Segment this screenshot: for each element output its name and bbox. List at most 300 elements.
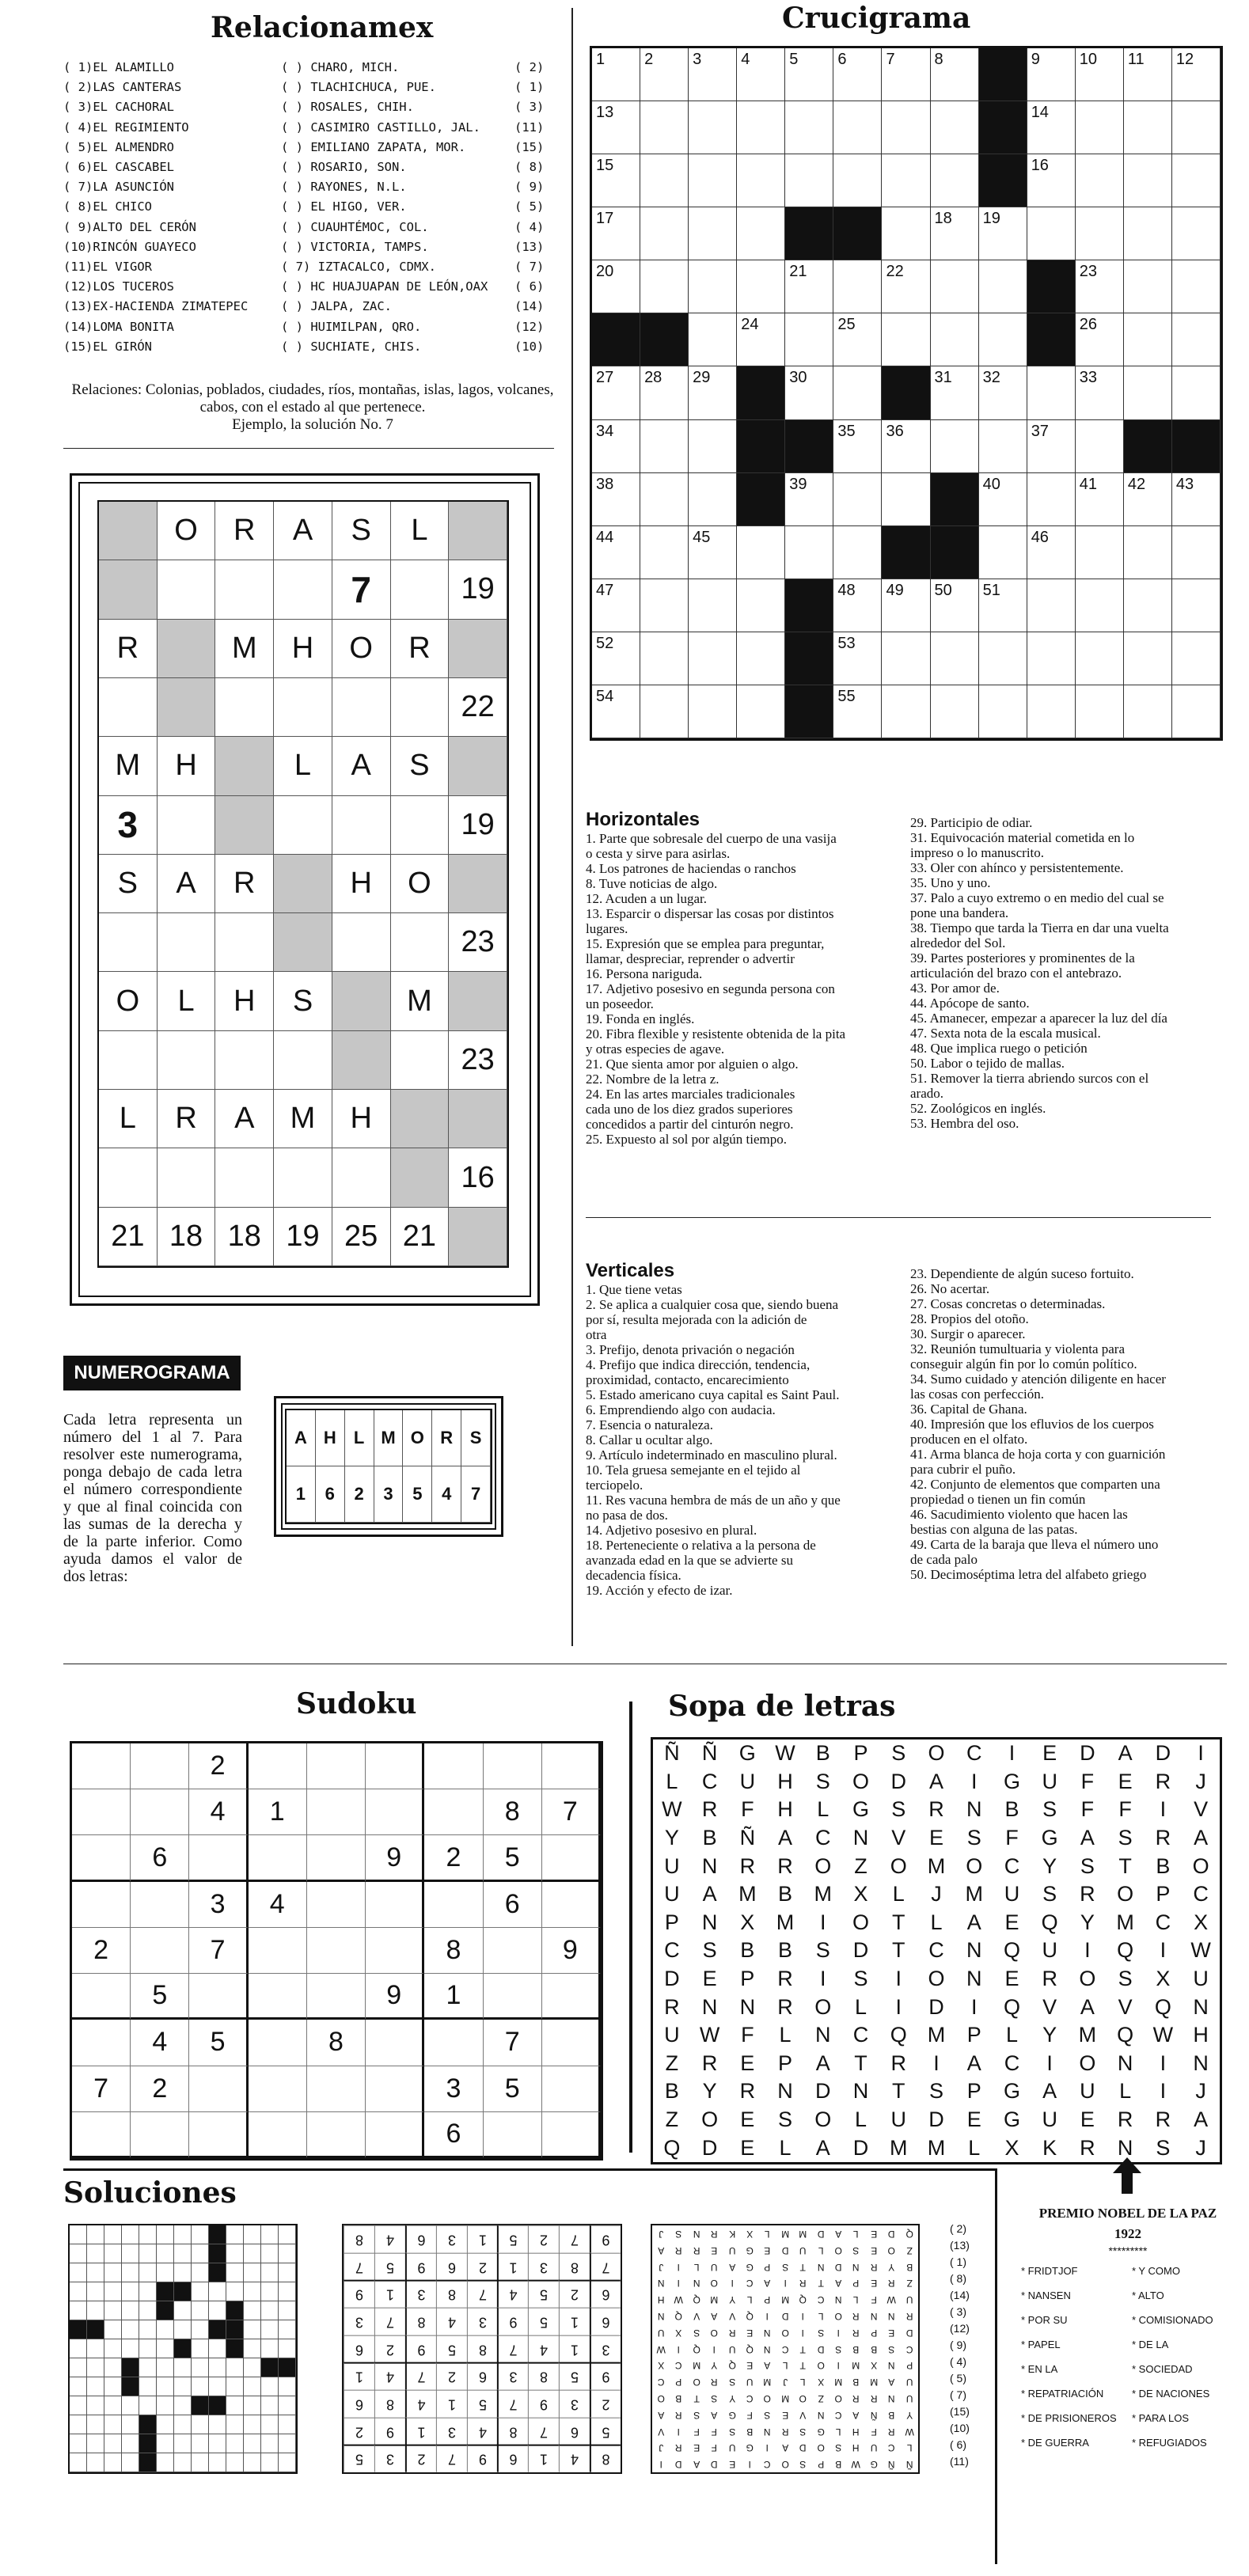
sudoku-cell <box>424 1743 483 1789</box>
numerograma-cell <box>449 855 507 913</box>
word-search-letter: N <box>1193 1994 1209 2019</box>
solution-crossword-cell <box>209 2358 226 2377</box>
solution-word-search-letter: R <box>675 2244 682 2256</box>
sudoku-cell <box>249 2112 307 2158</box>
solution-word-search-letter: E <box>693 2441 700 2453</box>
sudoku-cell <box>542 2066 601 2112</box>
sudoku-cell <box>307 1743 366 1789</box>
solution-crossword-cell <box>157 2396 174 2415</box>
solution-word-search-letter: A <box>888 2376 895 2388</box>
sudoku-cell <box>484 1928 542 1974</box>
sudoku-cell: 8 <box>424 1928 483 1974</box>
crossword-block <box>1027 313 1076 366</box>
solution-sudoku-cell: 1 <box>497 2253 528 2281</box>
solution-crossword-cell <box>279 2301 296 2320</box>
solution-crossword-cell <box>261 2377 279 2396</box>
crossword-cell <box>882 632 930 685</box>
relacionamex-state: ( ) CUAUHTÉMOC, COL. <box>281 219 429 234</box>
numerograma-cell: H <box>158 737 216 795</box>
solution-crossword-cell <box>139 2377 157 2396</box>
solution-word-search-letter: A <box>728 2261 735 2272</box>
word-search-letter: M <box>1116 1910 1134 1934</box>
word-search-letter: R <box>1080 1882 1095 1906</box>
word-search-letter: H <box>1193 2023 1209 2047</box>
word-search-letter: H <box>777 1797 793 1822</box>
word-search-letter: E <box>1042 1741 1057 1766</box>
crossword-cell: 46 <box>1027 526 1076 579</box>
crossword-cell <box>931 685 979 738</box>
solution-word-search-letter: U <box>799 2244 807 2256</box>
solution-sudoku-cell: 6 <box>497 2445 528 2472</box>
solution-crossword-cell <box>70 2453 87 2472</box>
solution-word-search-letter: A <box>835 2277 842 2289</box>
solution-crossword-cell <box>209 2339 226 2358</box>
solution-sudoku-cell: 8 <box>467 2335 498 2363</box>
solution-word-search-letter: E <box>728 2458 735 2470</box>
numerograma-cell <box>391 1090 450 1148</box>
solution-word-search-letter: S <box>675 2228 682 2240</box>
solution-word-search-letter: H <box>852 2441 860 2453</box>
numerograma-cell: M <box>274 1090 332 1148</box>
solution-word-search-letter: I <box>677 2277 681 2289</box>
word-search-letter: I <box>1046 2051 1053 2075</box>
word-search-letter: T <box>854 2051 867 2075</box>
solution-sudoku-cell: 9 <box>590 2225 621 2253</box>
solution-crossword-block <box>87 2320 104 2339</box>
numerograma-cell <box>391 796 450 855</box>
solution-crossword-cell <box>174 2377 192 2396</box>
crossword-cell: 6 <box>833 48 882 101</box>
crossword-cell <box>689 207 737 260</box>
crossword-block <box>882 526 930 579</box>
word-search-letter: I <box>970 1769 978 1793</box>
relacionamex-place: (10)RINCÓN GUAYECO <box>63 239 196 254</box>
word-search-letter: D <box>852 1938 869 1963</box>
solution-crossword-cell <box>261 2263 279 2282</box>
solution-crossword-cell <box>279 2320 296 2339</box>
numerograma-instructions: Cada letra representa un número del 1 al 7. Para resolver este numerograma, ponga debajo de cada letra el número correspondiente y que al final coincida con las sumas de la derecha y de la parte inferior. Como ayuda damos el valor de dos letras: <box>63 1411 242 1585</box>
solution-crossword-cell <box>104 2282 122 2301</box>
solution-word-search-letter: A <box>781 2441 788 2453</box>
numerograma-cell <box>99 560 158 619</box>
word-search-letter: A <box>1042 2079 1057 2104</box>
crossword-cell <box>689 473 737 526</box>
key-letter: H <box>316 1410 345 1466</box>
crossword-cell: 5 <box>785 48 833 101</box>
solution-word-search-letter: Y <box>905 2409 913 2421</box>
word-search-letter: G <box>738 1741 756 1766</box>
numerograma-cell <box>274 678 332 737</box>
word-search-letter: W <box>1190 1938 1211 1963</box>
word-search-letter: O <box>966 1853 983 1878</box>
crossword-cell <box>689 260 737 313</box>
crossword-block <box>979 154 1027 207</box>
crossword-cell <box>1124 154 1172 207</box>
solution-word-search-letter: M <box>710 2293 719 2305</box>
numerograma-cell: M <box>391 972 450 1030</box>
relacionamex-row <box>63 199 546 219</box>
relacionamex-number: ( 3) <box>514 100 545 115</box>
solution-word-search-letter: C <box>781 2343 789 2354</box>
relacionamex-number: (15) <box>514 139 545 154</box>
crossword-cell <box>689 685 737 738</box>
word-search-letter: C <box>966 1741 982 1766</box>
word-search-letter: M <box>927 2023 946 2047</box>
word-search-letter: L <box>930 1910 943 1934</box>
solution-crossword-cell <box>157 2415 174 2434</box>
numerograma-cell: 18 <box>158 1208 216 1266</box>
word-search-letter: Y <box>1080 1910 1095 1934</box>
crossword-cell <box>737 685 785 738</box>
crossword-cell: 15 <box>592 154 640 207</box>
solution-word-search-letter: R <box>781 2426 789 2437</box>
relacionamex-place: (11)EL VIGOR <box>63 260 152 274</box>
crossword-cell <box>785 526 833 579</box>
solution-word-search-letter: Q <box>746 2310 754 2322</box>
solution-word-search-letter: A <box>764 2359 771 2371</box>
divider <box>586 1217 1211 1218</box>
sudoku-cell <box>307 1882 366 1928</box>
numerograma-cell: 25 <box>332 1208 391 1266</box>
word-search-letter: U <box>1042 1769 1057 1793</box>
crossword-cell <box>689 101 737 154</box>
solution-word-search-letter: U <box>657 2327 665 2339</box>
solution-crossword-cell <box>122 2225 139 2244</box>
sudoku-cell <box>72 1835 131 1881</box>
numerograma-cell <box>391 913 450 972</box>
verticales-clues-b: 23. Dependiente de algún suceso fortuito. 26. No acertar. 27. Cosas concretas o determinadas. 28. Propios del otoño. 30. Surgir o aparecer. 32. Reunión tumultuaria y violenta para conseguir algún fin por lo común político. 34. Sumo cuidado y atención diligente en hacer las cosas con perfección. 36. Capital de Ghana. 40. Impresión que los efluvios de los cuerpos producen en el olfato. 41. Arma blanca de hoja corta y con guarnición para cubrir el puño. 42. Conjunto de elementos que comparten una propiedad o tienen un fin común 46. Sacudimiento violento que hacen las bestias con alguna de las patas. 49. Carta de la baraja que lleva el número uno de cada palo 50. Decimoséptima letra del alfabeto griego <box>910 1266 1166 1582</box>
solution-word-search-letter: P <box>852 2277 860 2289</box>
word-search-letter: A <box>1080 1826 1095 1850</box>
solution-word-search-letter: N <box>888 2310 895 2322</box>
crossword-cell <box>1172 526 1221 579</box>
solution-crossword-cell <box>279 2415 296 2434</box>
solution-crossword-cell <box>226 2358 244 2377</box>
solution-crossword-cell <box>209 2301 226 2320</box>
crucigrama-title: Crucigrama <box>782 2 971 35</box>
numerograma-cell: M <box>99 737 158 795</box>
key-letter: S <box>461 1410 491 1466</box>
solution-sudoku-cell: 9 <box>344 2280 374 2308</box>
solution-word-search-letter: S <box>781 2261 788 2272</box>
numerograma-cell <box>215 737 274 795</box>
word-search-letter: R <box>1155 2107 1171 2132</box>
solution-word-search-letter: M <box>781 2228 789 2240</box>
solution-word-search-letter: E <box>870 2277 877 2289</box>
solution-word-search-letter: A <box>835 2228 842 2240</box>
crossword-cell: 47 <box>592 579 640 632</box>
solution-word-search-letter: Y <box>728 2392 735 2404</box>
numerograma-cell: S <box>332 502 391 560</box>
sudoku-cell <box>131 2112 189 2158</box>
word-search-letter: E <box>740 2135 755 2160</box>
solution-word-search-letter: L <box>853 2293 859 2305</box>
solution-word-search-letter: W <box>851 2458 861 2470</box>
sudoku-cell <box>307 1928 366 1974</box>
word-search-letter: H <box>777 1769 793 1793</box>
word-search-letter: L <box>1119 2079 1132 2104</box>
crossword-cell: 43 <box>1172 473 1221 526</box>
crossword-block <box>833 207 882 260</box>
word-search-letter: Q <box>1041 1910 1058 1934</box>
solution-word-search-letter: N <box>764 2343 771 2354</box>
numerograma-cell: 23 <box>449 1031 507 1090</box>
relacionamex-note <box>63 381 562 434</box>
solution-word-search-letter: D <box>834 2261 842 2272</box>
sudoku-cell: 6 <box>484 1882 542 1928</box>
word-search-letter: Q <box>1117 1938 1134 1963</box>
solution-crossword-block <box>209 2396 226 2415</box>
solution-crossword-cell <box>244 2377 261 2396</box>
word-search-letter: P <box>778 2051 793 2075</box>
word-search-letter: R <box>1080 2135 1095 2160</box>
sudoku-cell: 2 <box>189 1743 248 1789</box>
word-search-letter: T <box>892 2079 905 2104</box>
solution-word-search-letter: E <box>870 2228 877 2240</box>
solution-word-search-letter: L <box>906 2441 913 2453</box>
sudoku-cell <box>249 1974 307 2020</box>
solution-word-search-letter: F <box>871 2293 877 2305</box>
solution-word-search-letter: S <box>764 2409 771 2421</box>
relacionamex-number: ( 1) <box>514 80 545 95</box>
solution-word-search-letter: A <box>693 2458 700 2470</box>
sudoku-cell: 3 <box>189 1882 248 1928</box>
solution-word-search-letter: A <box>711 2409 718 2421</box>
crossword-cell <box>737 207 785 260</box>
relacionamex-row <box>63 340 546 359</box>
solution-crossword-block <box>174 2282 192 2301</box>
solution-crossword-block <box>226 2301 244 2320</box>
solution-crossword-cell <box>139 2282 157 2301</box>
solution-word-search-letter: O <box>710 2327 719 2339</box>
solution-crossword-cell <box>226 2282 244 2301</box>
solution-word-search-letter: C <box>657 2376 665 2388</box>
word-search-letter: E <box>1004 1910 1019 1934</box>
solution-word-search-letter: W <box>656 2343 666 2354</box>
crossword-cell: 24 <box>737 313 785 366</box>
crossword-cell <box>1124 579 1172 632</box>
crossword-cell <box>979 685 1027 738</box>
crossword-cell: 36 <box>882 420 930 473</box>
solution-crossword-cell <box>174 2415 192 2434</box>
solution-crossword-cell <box>157 2320 174 2339</box>
numerograma-cell <box>99 1148 158 1207</box>
solution-word-search-letter: N <box>657 2310 665 2322</box>
solution-word-search-letter: G <box>746 2441 754 2453</box>
crossword-cell <box>882 473 930 526</box>
solution-sudoku-cell: 9 <box>374 2418 405 2445</box>
solution-crossword-cell <box>244 2453 261 2472</box>
solution-crossword-block <box>209 2244 226 2263</box>
word-search-letter: Y <box>702 2079 717 2104</box>
word-search-letter: R <box>890 2051 906 2075</box>
solution-crossword-cell <box>244 2244 261 2263</box>
solution-crossword-cell <box>139 2244 157 2263</box>
solution-crossword-cell <box>87 2415 104 2434</box>
word-search-letter: X <box>1194 1910 1209 1934</box>
solution-crossword-cell <box>70 2282 87 2301</box>
crossword-cell: 38 <box>592 473 640 526</box>
word-search-letter: B <box>778 1938 793 1963</box>
solution-word-search-letter: R <box>852 2310 860 2322</box>
premio-words <box>1021 2265 1235 2479</box>
solution-sudoku-cell: 5 <box>590 2418 621 2445</box>
crossword-cell <box>1172 579 1221 632</box>
solution-sudoku-cell: 4 <box>374 2362 405 2390</box>
solution-crossword-cell <box>70 2225 87 2244</box>
word-search-letter: S <box>891 1797 906 1822</box>
solution-crossword-cell <box>157 2339 174 2358</box>
numerograma-cell <box>332 1148 391 1207</box>
solution-word-search-letter: I <box>748 2458 751 2470</box>
relacionamex-place: ( 1)EL ALAMILLO <box>63 60 174 74</box>
solution-word-search-letter: O <box>817 2359 825 2371</box>
relacionamex-state: ( ) EMILIANO ZAPATA, MOR. <box>281 139 466 154</box>
solution-word-search-letter: R <box>799 2277 807 2289</box>
crossword-cell <box>1076 207 1124 260</box>
relacionamex-row <box>63 80 546 100</box>
solution-sudoku-cell: 9 <box>405 2335 436 2363</box>
word-search-letter: J <box>1195 1769 1206 1793</box>
word-search-letter: X <box>740 1910 755 1934</box>
solution-word-search-letter: I <box>801 2310 805 2322</box>
crossword-cell <box>979 526 1027 579</box>
numerograma-cell <box>449 972 507 1030</box>
solution-sudoku-cell: 4 <box>467 2418 498 2445</box>
word-search-letter: W <box>1152 2023 1174 2047</box>
premio-word: * FRIDTJOF <box>1021 2265 1078 2277</box>
word-search-letter: F <box>1080 1797 1095 1822</box>
solution-crossword-cell <box>87 2225 104 2244</box>
solution-word-search-letter: Z <box>906 2244 913 2256</box>
numerograma-cell <box>274 1031 332 1090</box>
verticales-clues-a: 1. Que tiene vetas 2. Se aplica a cualquier cosa que, siendo buena por sí, resulta mejorada con la adición de otra 3. Prefijo, denota privación o negación 4. Prefijo que indica dirección, tendencia, proximidad, contacto, encarecimiento 5. Estado americano cuya capital es Saint Paul. 6. Emprendiendo algo con audacia. 7. Esencia o naturaleza. 8. Callar u ocultar algo. 9. Artículo indeterminado en masculino plural. 10. Tela gruesa semejante en el tejido al terciopelo. 11. Res vacuna hembra de más de un año y que no pasa de dos. 14. Adjetivo posesivo en plural. 18. Perteneciente o relativa a la persona de avanzada edad en la que se advierte su decadencia física. 19. Acción y efecto de izar. <box>586 1282 841 1598</box>
sudoku-cell: 5 <box>484 1835 542 1881</box>
solution-word-search-letter: O <box>834 2392 842 2404</box>
word-search-grid <box>651 1737 1222 2164</box>
word-search-letter: O <box>1117 1882 1134 1906</box>
solution-word-search-letter: M <box>870 2376 878 2388</box>
solution-crossword-block <box>139 2453 157 2472</box>
solution-word-search-letter: F <box>746 2409 753 2421</box>
sudoku-cell <box>72 2112 131 2158</box>
solution-sudoku-cell: 7 <box>344 2253 374 2281</box>
word-search-letter: A <box>1194 1826 1209 1850</box>
solution-word-search-letter: I <box>712 2343 716 2354</box>
solution-word-search-letter: U <box>905 2392 913 2404</box>
word-search-letter: A <box>815 2135 830 2160</box>
crossword-cell <box>1124 685 1172 738</box>
word-search-letter: S <box>1118 1967 1133 1991</box>
relacionamex-place: ( 9)ALTO DEL CERÓN <box>63 219 196 234</box>
solution-word-search-letter: D <box>799 2441 807 2453</box>
word-search-letter: I <box>820 1910 826 1934</box>
word-search-letter: G <box>852 1797 870 1822</box>
relacionamex-place: ( 4)EL REGIMIENTO <box>63 120 189 135</box>
numerograma-cell <box>158 1031 216 1090</box>
crossword-cell: 14 <box>1027 101 1076 154</box>
numerograma-label <box>63 1356 241 1390</box>
solution-sudoku <box>342 2224 622 2474</box>
crossword-cell <box>833 260 882 313</box>
solution-word-search-letter: S <box>799 2458 807 2470</box>
crossword-cell <box>737 526 785 579</box>
numerograma-cell: 19 <box>449 796 507 855</box>
sudoku-cell <box>484 1743 542 1789</box>
numerograma-cell: A <box>332 737 391 795</box>
solution-word-search-letter: N <box>764 2327 771 2339</box>
solution-word-search-letter: M <box>763 2376 772 2388</box>
word-search-letter: N <box>739 1994 756 2019</box>
solution-crossword-cell <box>122 2453 139 2472</box>
solution-crossword-block <box>139 2415 157 2434</box>
crossword-cell: 19 <box>979 207 1027 260</box>
crossword-cell <box>1076 154 1124 207</box>
solution-sudoku-cell: 7 <box>497 2390 528 2418</box>
solution-crossword-cell <box>139 2301 157 2320</box>
word-search-letter: P <box>664 1910 679 1934</box>
relacionamex-state: ( ) RAYONES, N.L. <box>281 180 407 195</box>
key-letter: O <box>403 1410 432 1466</box>
word-search-letter: G <box>1003 2079 1020 2104</box>
word-search-letter: O <box>814 2107 832 2132</box>
crossword-cell <box>1172 366 1221 419</box>
numerograma-cell <box>158 560 216 619</box>
solution-word-search-letter: X <box>675 2327 682 2339</box>
word-search-letter: S <box>815 1769 830 1793</box>
solution-crossword-cell <box>70 2244 87 2263</box>
word-search-letter: N <box>966 1938 982 1963</box>
crossword-cell: 26 <box>1076 313 1124 366</box>
word-search-letter: X <box>853 1882 868 1906</box>
key-number: 1 <box>287 1466 316 1523</box>
sudoku-cell <box>189 2066 248 2112</box>
crossword-cell <box>1124 366 1172 419</box>
sudoku-cell: 6 <box>131 1835 189 1881</box>
crossword-block <box>640 313 689 366</box>
word-search-letter: E <box>1004 1967 1019 1991</box>
crossword-cell: 48 <box>833 579 882 632</box>
solution-word-search-letter: N <box>693 2228 700 2240</box>
word-search-letter: U <box>1193 1967 1209 1991</box>
word-search-letter: R <box>739 1853 756 1878</box>
numerograma-cell <box>391 678 450 737</box>
sudoku-cell <box>131 1882 189 1928</box>
numerograma-cell <box>215 678 274 737</box>
solution-crossword-cell <box>192 2282 209 2301</box>
word-search-letter: N <box>777 2079 793 2104</box>
solution-sudoku-cell: 7 <box>374 2308 405 2335</box>
crossword-cell <box>833 101 882 154</box>
word-search-letter: L <box>855 1994 867 2019</box>
word-search-letter: B <box>702 1826 717 1850</box>
crossword-cell <box>882 685 930 738</box>
solution-word-search-letter: D <box>905 2327 913 2339</box>
word-search-letter: A <box>1194 2107 1209 2132</box>
numerograma-cell <box>158 678 216 737</box>
crossword-cell: 23 <box>1076 260 1124 313</box>
solution-crossword-cell <box>279 2396 296 2415</box>
crossword-cell: 33 <box>1076 366 1124 419</box>
word-search-letter: C <box>664 1938 680 1963</box>
crossword-cell: 4 <box>737 48 785 101</box>
word-search-letter: R <box>739 2079 756 2104</box>
solution-word-search-letter: M <box>781 2293 789 2305</box>
solution-crossword-cell <box>226 2244 244 2263</box>
word-search-letter: I <box>1008 1741 1016 1766</box>
word-search-letter: B <box>740 1938 755 1963</box>
solution-word-search-letter: J <box>659 2261 664 2272</box>
